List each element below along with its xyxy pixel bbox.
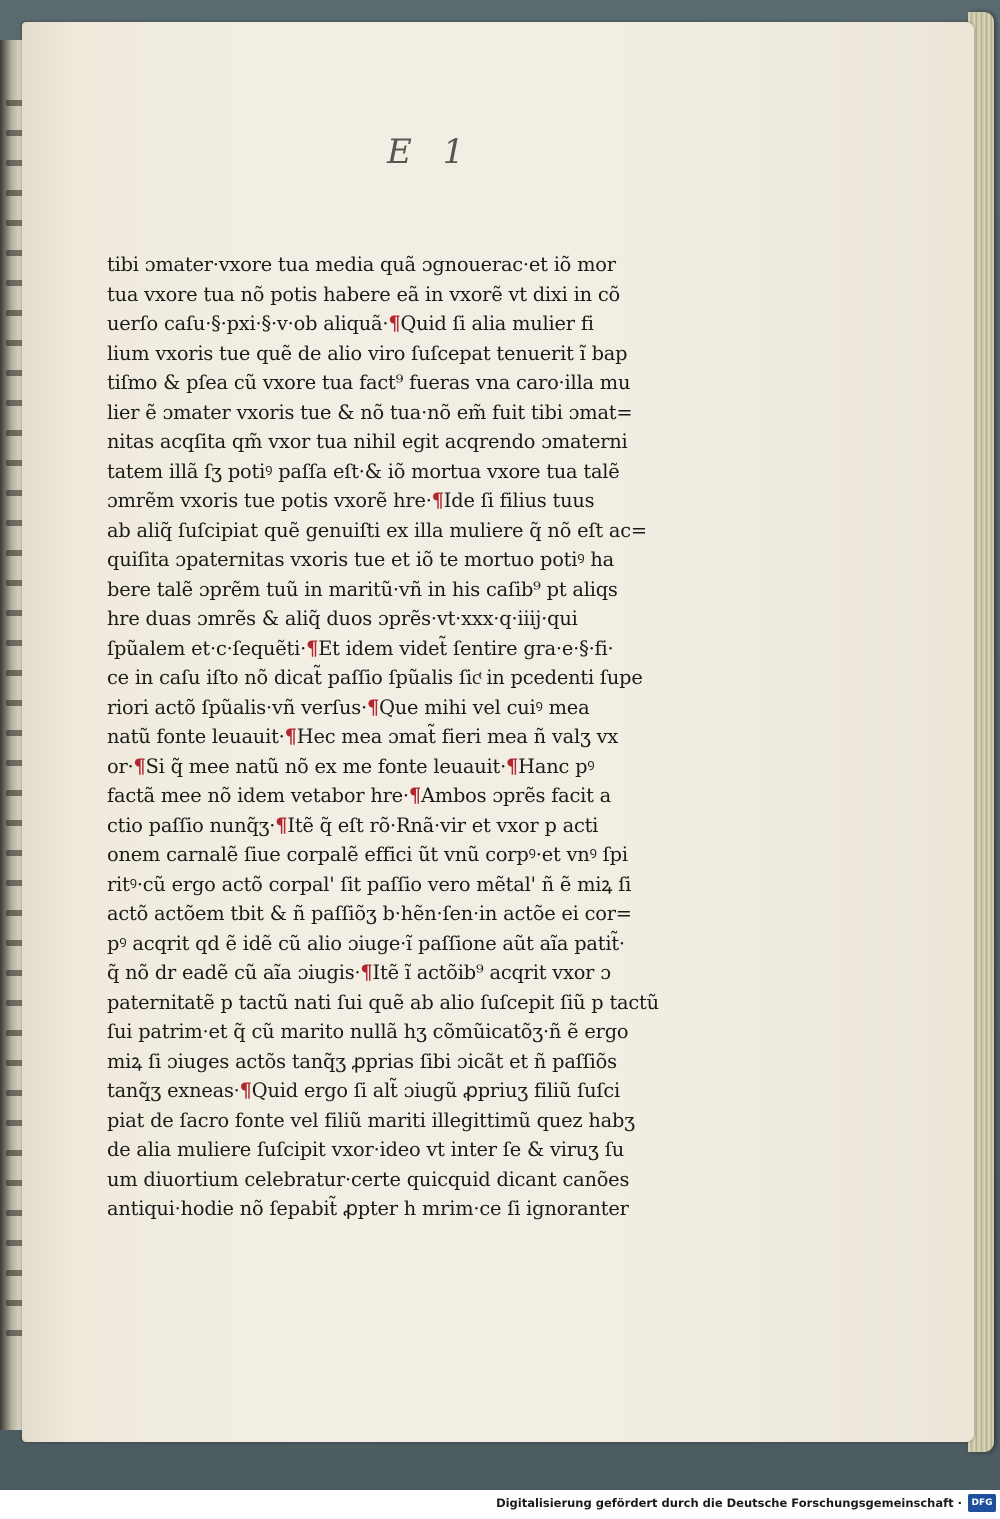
rubric-following-text: Ide ſi filius tuus bbox=[443, 489, 595, 512]
text-line bbox=[107, 870, 703, 900]
rubric-following-text: Hec mea ɔmat̃ fieri mea ñ valʒ vx bbox=[296, 725, 619, 748]
rubric-following-text: Que mihi vel cuiꝰ mea bbox=[379, 695, 590, 719]
text-line bbox=[107, 958, 703, 988]
text-line bbox=[107, 840, 703, 870]
text-line-content: miꝝ ſi ɔiuges actõs tanq̃ʒ ꝓprias ſibi ɔicãt et ñ paſſiõs bbox=[107, 1049, 617, 1073]
text-line bbox=[107, 1165, 703, 1195]
rubric-paragraph-mark: ¶ bbox=[239, 1079, 252, 1102]
text-line-content: ab aliq̃ ſuſcipiat quẽ genuiſti ex illa muliere q̃ nõ eſt ac= bbox=[107, 518, 647, 542]
text-line-content: ctio paſſio nunq̃ʒ· bbox=[107, 813, 276, 837]
text-line bbox=[107, 368, 703, 398]
dfg-logo: DFG bbox=[968, 1494, 996, 1512]
text-line-content: ce in caſu iſto nõ dicat̃ paſſio ſpũalis ſicͭ in pcedenti ſupe bbox=[107, 666, 643, 689]
rubric-following-text: Et idem videt̃ ſentire gra·e·§·fi· bbox=[318, 636, 614, 660]
text-line bbox=[107, 398, 703, 428]
rubric-paragraph-mark: ¶ bbox=[360, 961, 373, 984]
text-line-content: tatem illã ſʒ potiꝰ paſſa eſt·& iõ mortua vxore tua talẽ bbox=[107, 459, 620, 483]
text-line bbox=[107, 250, 703, 280]
rubric-following-text: Itẽ q̃ eſt rõ·Rnã·vir et vxor p acti bbox=[287, 813, 599, 837]
text-line-content: tua vxore tua nõ potis habere eã in vxorẽ vt dixi in cõ bbox=[107, 282, 620, 306]
text-line bbox=[107, 280, 703, 310]
text-line-content: riori actõ ſpũalis·vñ verſus· bbox=[107, 695, 367, 719]
text-line-content: paternitatẽ p tactũ nati ſui quẽ ab alio ſuſcepit ſiũ p tactũ bbox=[107, 990, 659, 1014]
text-line-content: ſui patrim·et q̃ cũ marito nullã hʒ cõmũicatõʒ·ñ ẽ ergo bbox=[107, 1020, 629, 1043]
text-line bbox=[107, 752, 703, 782]
text-line-content: antiqui·hodie nõ ſepabit̃ ꝓpter h mrim·ce ſi ignoranter bbox=[107, 1197, 629, 1220]
text-line bbox=[107, 1194, 703, 1224]
manuscript-page bbox=[22, 22, 974, 1442]
rubric-paragraph-mark: ¶ bbox=[431, 489, 444, 512]
text-line-content: q̃ nõ dr eadẽ cũ aĩa ɔiugis· bbox=[107, 961, 361, 984]
text-line bbox=[107, 1135, 703, 1165]
text-line bbox=[107, 575, 703, 605]
text-line bbox=[107, 1017, 703, 1047]
text-line-content: ritꝰ·cũ ergo actõ corpal' ſit paſſio vero mẽtal' ñ ẽ miꝝ ſi bbox=[107, 872, 632, 896]
rubric-paragraph-mark: ¶ bbox=[366, 695, 380, 719]
text-line-content: ɔmrẽm vxoris tue potis vxorẽ hre· bbox=[107, 489, 432, 512]
text-line bbox=[107, 988, 703, 1018]
text-line-content: tanq̃ʒ exneas· bbox=[107, 1079, 240, 1102]
rubric-following-text: Itẽ ĩ actõib⁹ acqrit vxor ɔ bbox=[372, 961, 611, 984]
text-line-content: uerſo caſu·§·pxi·§·v·ob aliquã· bbox=[107, 312, 389, 335]
rubric-following-text: Hanc pꝰ bbox=[518, 754, 595, 778]
text-line bbox=[107, 516, 703, 546]
text-line bbox=[107, 339, 703, 369]
text-line-content: tibi ɔmater·vxore tua media quã ɔgnouerас·et iõ mor bbox=[107, 253, 616, 276]
text-line bbox=[107, 457, 703, 487]
text-line bbox=[107, 722, 703, 752]
text-line-content: de alia muliere ſuſcipit vxor·ideo vt inter ſe & viruʒ ſu bbox=[107, 1138, 624, 1161]
rubric-following-text: Quid ergo ſi alt̃ ɔiugũ ꝓpriuʒ filiũ ſuſci bbox=[251, 1079, 620, 1102]
rubric-paragraph-mark: ¶ bbox=[506, 754, 519, 778]
text-line bbox=[107, 604, 703, 634]
text-line-content: or· bbox=[107, 754, 134, 778]
rubric-following-text: Ambos ɔprẽs facit a bbox=[421, 784, 612, 807]
text-line bbox=[107, 309, 703, 339]
text-line-content: bere talẽ ɔprẽm tuũ in maritũ·vñ in his caſib⁹ pt aliqs bbox=[107, 577, 618, 601]
rubric-following-text: Si q̃ mee natũ nõ ex me fonte leuauit· bbox=[145, 754, 507, 778]
text-line bbox=[107, 781, 703, 811]
text-line bbox=[107, 929, 703, 959]
text-line-content: actõ actõem tbit & ñ paſſiõʒ b·hẽn·ſen·in actõe ei cor= bbox=[107, 902, 632, 925]
folio-mark: E 1 bbox=[387, 132, 475, 172]
text-line-content: piat de ſacro fonte vel filiũ mariti illegittimũ quez habʒ bbox=[107, 1108, 635, 1132]
footer-bar bbox=[0, 1490, 1000, 1519]
text-line-content: factã mee nõ idem vetabor hre· bbox=[107, 784, 409, 807]
rubric-paragraph-mark: ¶ bbox=[388, 312, 401, 335]
rubric-paragraph-mark: ¶ bbox=[133, 754, 146, 778]
text-line bbox=[107, 427, 703, 457]
text-line-content: quiſita ɔpaternitas vxoris tue et iõ te mortuo potiꝰ ha bbox=[107, 548, 615, 571]
rubric-paragraph-mark: ¶ bbox=[408, 784, 422, 807]
text-line-content: lium vxoris tue quẽ de alio viro ſuſcepat tenuerit ĩ bap bbox=[107, 341, 628, 365]
text-line-content: nitas acqſita qm̃ vxor tua nihil egit acqrendo ɔmaterni bbox=[107, 430, 628, 453]
footer-credit: Digitalisierung gefördert durch die Deutsche Forschungsgemeinschaft · bbox=[496, 1496, 962, 1510]
text-line bbox=[107, 811, 703, 841]
text-line-content: pꝰ acqrit qd ẽ idẽ cũ alio ɔiuge·ĩ paſſione aũt aĩa patit̃· bbox=[107, 931, 625, 955]
text-line-content: um diuortium celebratur·certe quicquid dicant canões bbox=[107, 1167, 630, 1191]
text-line-content: tiſmo & pſea cũ vxore tua fact⁹ fueras vna caro·illa mu bbox=[107, 371, 631, 394]
text-line bbox=[107, 663, 703, 693]
text-line bbox=[107, 1076, 703, 1106]
text-line bbox=[107, 693, 703, 723]
rubric-paragraph-mark: ¶ bbox=[306, 636, 319, 660]
text-line bbox=[107, 545, 703, 575]
text-line-content: ſpũalem et·c·ſequẽti· bbox=[107, 636, 307, 660]
text-line-content: onem carnalẽ ſiue corpalẽ effici ũt vnũ corpꝰ·et vnꝰ ſpi bbox=[107, 843, 628, 866]
text-line-content: lier ẽ ɔmater vxoris tue & nõ tua·nõ em̃ fuit tibi ɔmat= bbox=[107, 400, 633, 424]
rubric-following-text: Quid ſi alia mulier fi bbox=[400, 312, 594, 335]
text-line bbox=[107, 899, 703, 929]
text-line bbox=[107, 634, 703, 664]
text-line-content: hre duas ɔmrẽs & aliq̃ duos ɔprẽs·vt·xxx·q·iiij·qui bbox=[107, 607, 578, 630]
text-line bbox=[107, 486, 703, 516]
text-line-content: natũ fonte leuauit· bbox=[107, 725, 285, 748]
text-line bbox=[107, 1106, 703, 1136]
text-line bbox=[107, 1047, 703, 1077]
text-block bbox=[107, 250, 707, 1224]
rubric-paragraph-mark: ¶ bbox=[284, 725, 297, 748]
rubric-paragraph-mark: ¶ bbox=[275, 813, 288, 837]
